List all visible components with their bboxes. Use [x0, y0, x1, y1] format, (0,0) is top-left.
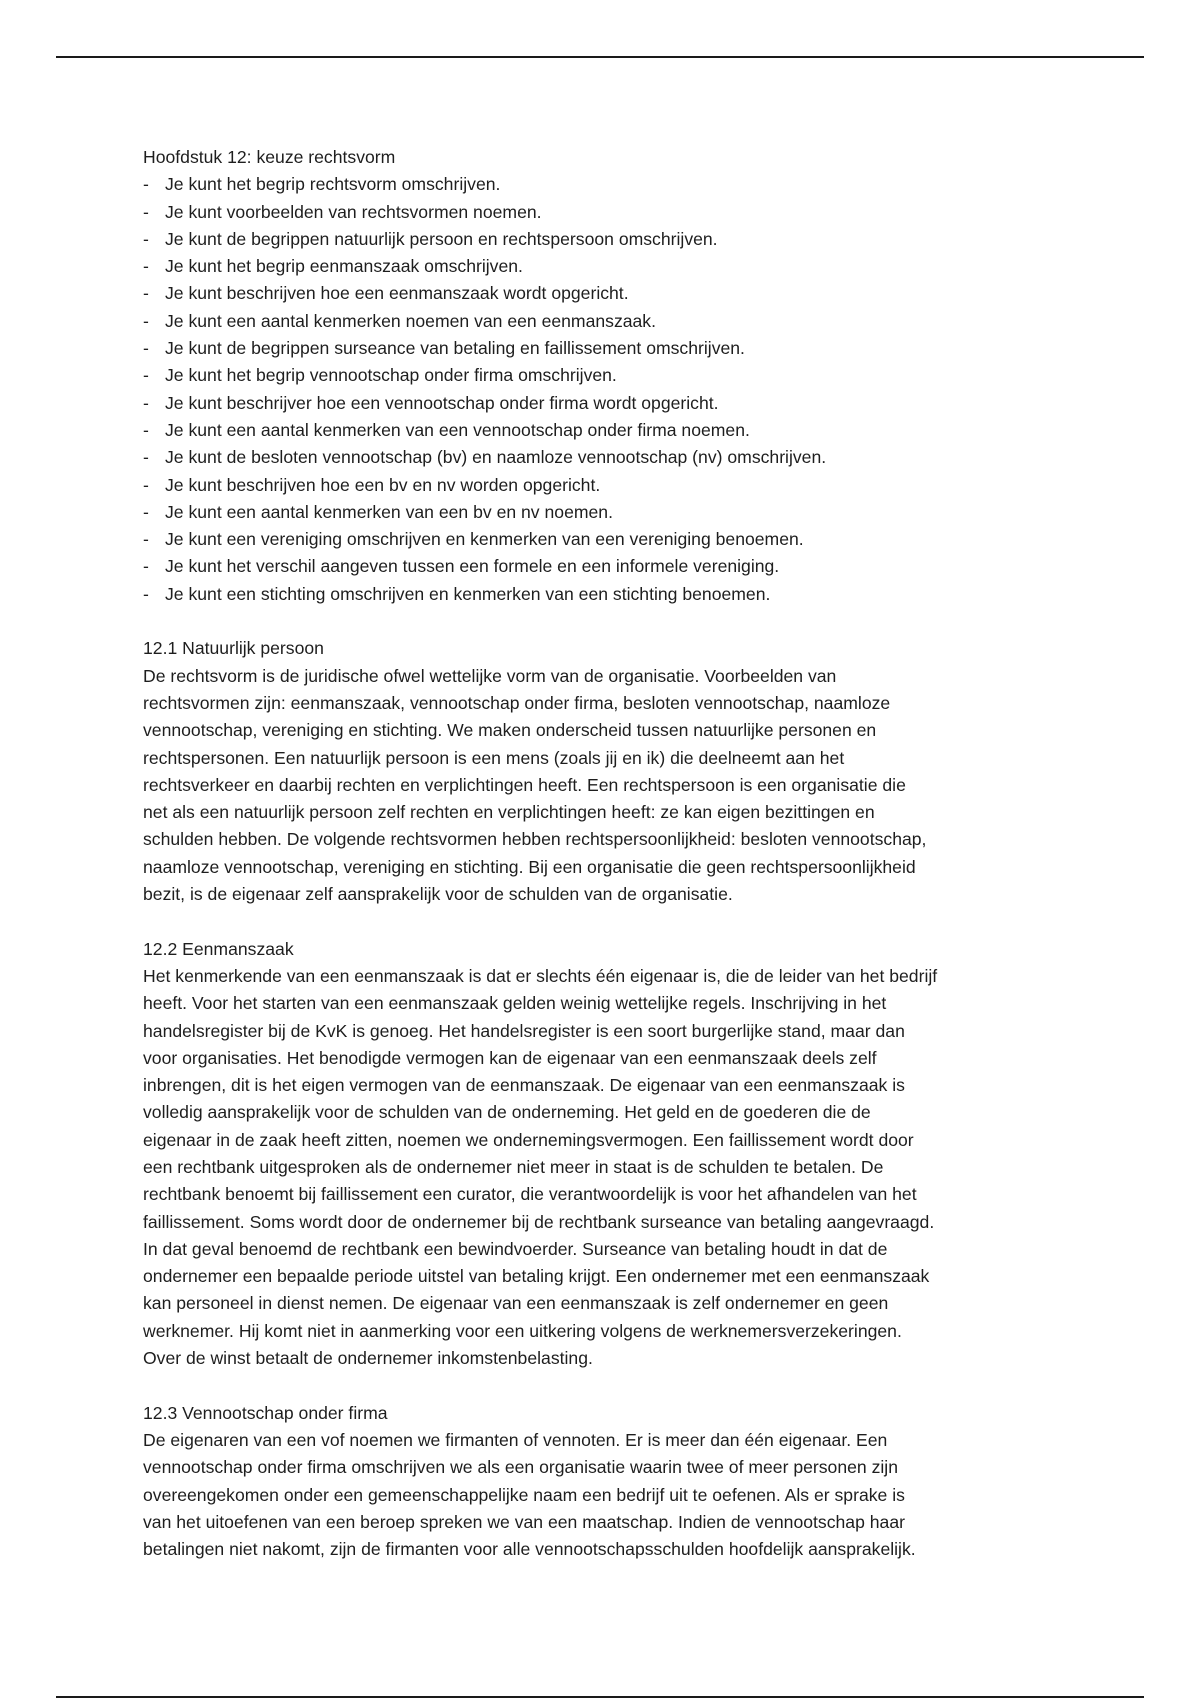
objective-text: Je kunt het begrip rechtsvorm omschrijven.: [165, 174, 501, 195]
dash-bullet: -: [143, 501, 149, 522]
objective-text: Je kunt het begrip vennootschap onder firma omschrijven.: [165, 365, 617, 386]
paragraph-line: rechtsvormen zijn: eenmanszaak, vennootschap onder firma, besloten vennootschap, naamloze: [143, 692, 891, 713]
dash-bullet: -: [143, 283, 149, 304]
document-body: [143, 144, 1103, 1563]
section-paragraph: [143, 663, 1103, 909]
objective-text: Je kunt een stichting omschrijven en kenmerken van een stichting benoemen.: [165, 583, 771, 604]
objective-text: Je kunt het begrip eenmanszaak omschrijven.: [165, 256, 523, 277]
objective-text: Je kunt beschrijven hoe een eenmanszaak wordt opgericht.: [165, 283, 629, 304]
dash-bullet: -: [143, 174, 149, 195]
paragraph-line: vennootschap, vereniging en stichting. We maken onderscheid tussen natuurlijke personen en: [143, 720, 877, 741]
section-heading: 12.2 Eenmanszaak: [143, 938, 294, 959]
objective-item: [143, 499, 1103, 526]
learning-objectives-list: [143, 171, 1103, 608]
dash-bullet: -: [143, 201, 149, 222]
section-heading: 12.3 Vennootschap onder firma: [143, 1402, 388, 1423]
dash-bullet: -: [143, 529, 149, 550]
objective-item: [143, 199, 1103, 226]
paragraph-line: betalingen niet nakomt, zijn de firmanten voor alle vennootschapsschulden hoofdelijk aansprakelijk.: [143, 1539, 916, 1560]
objective-item: [143, 362, 1103, 389]
paragraph-line: volledig aansprakelijk voor de schulden van de onderneming. Het geld en de goederen die de: [143, 1102, 871, 1123]
section-vennootschap-onder-firma: [143, 1400, 1103, 1564]
paragraph-line: een rechtbank uitgesproken als de ondernemer niet meer in staat is de schulden te betalen. De: [143, 1156, 884, 1177]
objective-text: Je kunt een aantal kenmerken noemen van een eenmanszaak.: [165, 310, 656, 331]
objective-text: Je kunt het verschil aangeven tussen een formele en een informele vereniging.: [165, 556, 780, 577]
paragraph-line: kan personeel in dienst nemen. De eigenaar van een eenmanszaak is zelf ondernemer en geen: [143, 1293, 889, 1314]
dash-bullet: -: [143, 474, 149, 495]
objective-item: [143, 444, 1103, 471]
objective-item: [143, 417, 1103, 444]
objective-text: Je kunt een aantal kenmerken van een vennootschap onder firma noemen.: [165, 419, 750, 440]
objective-item: [143, 472, 1103, 499]
paragraph-line: Het kenmerkende van een eenmanszaak is dat er slechts één eigenaar is, die de leider van het bedrijf: [143, 965, 938, 986]
objective-text: Je kunt een aantal kenmerken van een bv en nv noemen.: [165, 501, 613, 522]
bottom-rule: [56, 1696, 1144, 1698]
objective-item: [143, 526, 1103, 553]
dash-bullet: -: [143, 419, 149, 440]
objective-item: [143, 171, 1103, 198]
section-heading: 12.1 Natuurlijk persoon: [143, 638, 324, 659]
paragraph-line: schulden hebben. De volgende rechtsvormen hebben rechtspersoonlijkheid: besloten vennootschap,: [143, 829, 927, 850]
paragraph-line: handelsregister bij de KvK is genoeg. Het handelsregister is een soort burgerlijke stand, maar dan: [143, 1020, 905, 1041]
paragraph-line: In dat geval benoemd de rechtbank een bewindvoerder. Surseance van betaling houdt in dat de: [143, 1238, 888, 1259]
objective-item: [143, 226, 1103, 253]
paragraph-line: inbrengen, dit is het eigen vermogen van de eenmanszaak. De eigenaar van een eenmanszaak is: [143, 1075, 905, 1096]
paragraph-line: eigenaar in de zaak heeft zitten, noemen we ondernemingsvermogen. Een faillissement wordt door: [143, 1129, 914, 1150]
chapter-title: Hoofdstuk 12: keuze rechtsvorm: [143, 147, 396, 167]
objective-text: Je kunt een vereniging omschrijven en kenmerken van een vereniging benoemen.: [165, 529, 804, 550]
section-paragraph: [143, 1427, 1103, 1563]
objective-text: Je kunt voorbeelden van rechtsvormen noemen.: [165, 201, 542, 222]
paragraph-line: vennootschap onder firma omschrijven we als een organisatie waarin twee of meer personen zijn: [143, 1457, 898, 1478]
section-paragraph: [143, 963, 1103, 1372]
objective-item: [143, 280, 1103, 307]
dash-bullet: -: [143, 338, 149, 359]
dash-bullet: -: [143, 392, 149, 413]
objective-item: [143, 308, 1103, 335]
paragraph-line: heeft. Voor het starten van een eenmanszaak gelden weinig wettelijke regels. Inschrijving in het: [143, 993, 887, 1014]
paragraph-line: naamloze vennootschap, vereniging en stichting. Bij een organisatie die geen rechtspersoonlijkheid: [143, 856, 916, 877]
section-eenmanszaak: [143, 936, 1103, 1373]
objective-text: Je kunt de besloten vennootschap (bv) en naamloze vennootschap (nv) omschrijven.: [165, 447, 827, 468]
section-natuurlijk-persoon: [143, 635, 1103, 908]
paragraph-line: rechtbank benoemt bij faillissement een curator, die verantwoordelijk is voor het afhandelen van het: [143, 1184, 917, 1205]
paragraph-line: voor organisaties. Het benodigde vermogen kan de eigenaar van een eenmanszaak deels zelf: [143, 1047, 877, 1068]
paragraph-line: bezit, is de eigenaar zelf aansprakelijk voor de schulden van de organisatie.: [143, 884, 733, 905]
dash-bullet: -: [143, 228, 149, 249]
paragraph-line: rechtsverkeer en daarbij rechten en verplichtingen heeft. Een rechtspersoon is een organisatie die: [143, 774, 906, 795]
objective-item: [143, 335, 1103, 362]
objective-item: [143, 553, 1103, 580]
paragraph-line: van het uitoefenen van een beroep spreken we van een maatschap. Indien de vennootschap haar: [143, 1511, 905, 1532]
dash-bullet: -: [143, 447, 149, 468]
paragraph-line: Over de winst betaalt de ondernemer inkomstenbelasting.: [143, 1348, 593, 1369]
paragraph-line: overeengekomen onder een gemeenschappelijke naam een bedrijf uit te oefenen. Als er sprake is: [143, 1484, 905, 1505]
paragraph-line: rechtspersonen. Een natuurlijk persoon is een mens (zoals jij en ik) die deelneemt aan het: [143, 747, 845, 768]
objective-text: Je kunt beschrijven hoe een bv en nv worden opgericht.: [165, 474, 601, 495]
objective-text: Je kunt de begrippen surseance van betaling en faillissement omschrijven.: [165, 338, 745, 359]
objective-text: Je kunt de begrippen natuurlijk persoon en rechtspersoon omschrijven.: [165, 228, 718, 249]
dash-bullet: -: [143, 583, 149, 604]
objective-text: Je kunt beschrijver hoe een vennootschap onder firma wordt opgericht.: [165, 392, 719, 413]
dash-bullet: -: [143, 256, 149, 277]
paragraph-line: net als een natuurlijk persoon zelf rechten en verplichtingen heeft: ze kan eigen bezittingen en: [143, 802, 875, 823]
dash-bullet: -: [143, 310, 149, 331]
dash-bullet: -: [143, 365, 149, 386]
paragraph-line: faillissement. Soms wordt door de ondernemer bij de rechtbank surseance van betaling aangevraagd.: [143, 1211, 935, 1232]
paragraph-line: De eigenaren van een vof noemen we firmanten of vennoten. Er is meer dan één eigenaar. Een: [143, 1429, 888, 1450]
objective-item: [143, 390, 1103, 417]
objective-item: [143, 581, 1103, 608]
dash-bullet: -: [143, 556, 149, 577]
paragraph-line: ondernemer een bepaalde periode uitstel van betaling krijgt. Een ondernemer met een eenmanszaak: [143, 1266, 930, 1287]
paragraph-line: De rechtsvorm is de juridische ofwel wettelijke vorm van de organisatie. Voorbeelden van: [143, 665, 837, 686]
top-rule: [56, 56, 1144, 58]
objective-item: [143, 253, 1103, 280]
paragraph-line: werknemer. Hij komt niet in aanmerking voor een uitkering volgens de werknemersverzekeringen.: [143, 1320, 902, 1341]
